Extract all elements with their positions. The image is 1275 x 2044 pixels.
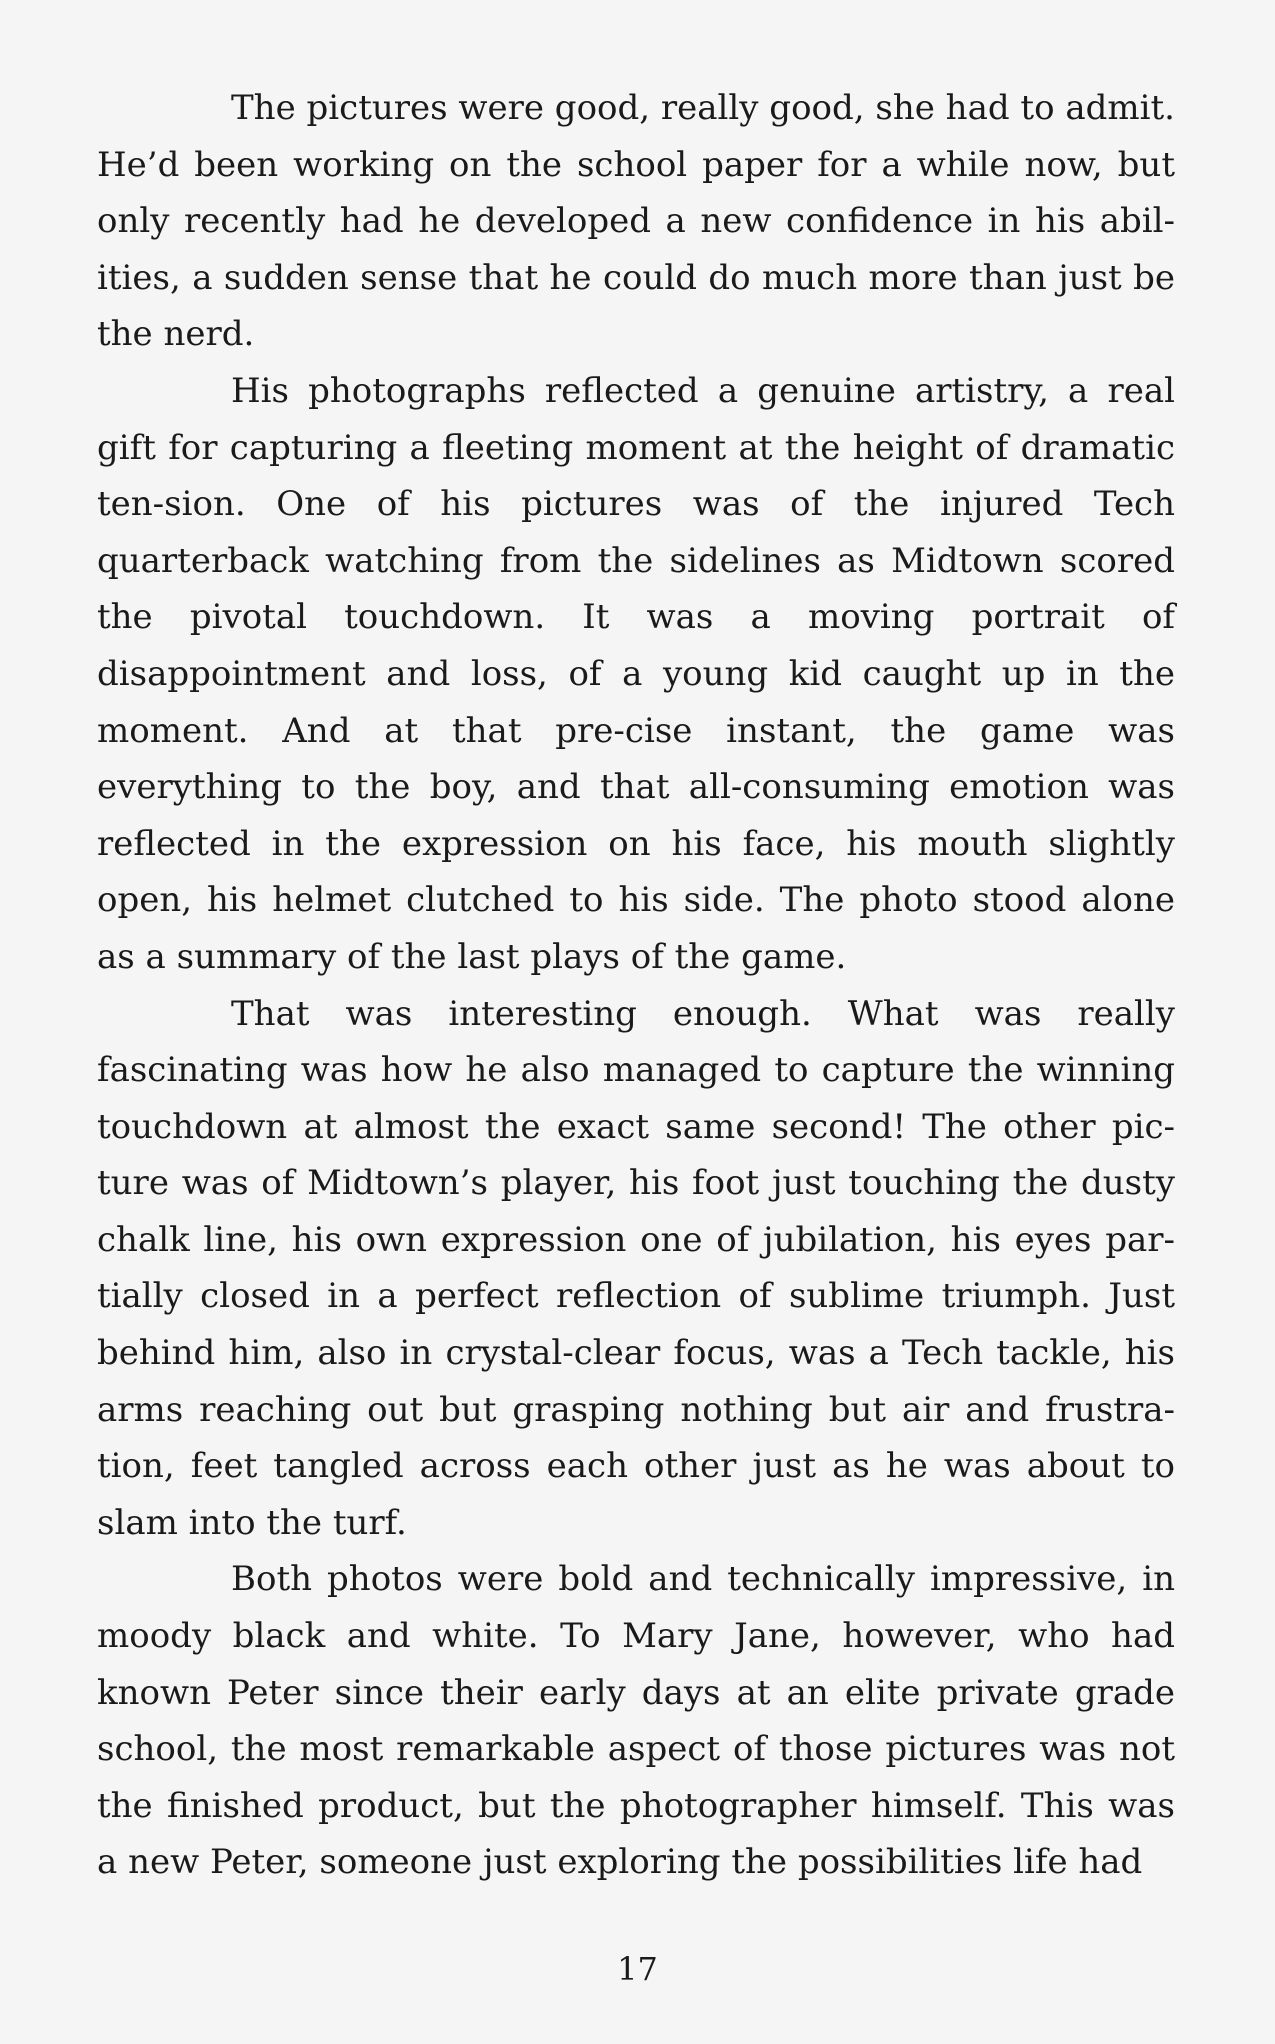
- paragraph-3: That was interesting enough. What was really fascinating was how he also managed to capture the winning touchdown at almost the exact same second! The other pic-ture was of Midtown’s player, his foot just touching the dusty chalk line, his own expression one of jubilation, his eyes par-tially closed in a perfect reflection of sublime triumph. Just behind him, also in crystal-clear focus, was a Tech tackle, his arms reaching out but grasping nothing but air and frustra-tion, feet tangled across each other just as he was about to slam into the turf.: [97, 993, 1175, 1543]
- paragraph-1: The pictures were good, really good, she had to admit. He’d been working on the school paper for a while now, but only recently had he developed a new confidence in his abil-ities, a sudden sense that he could do much more than just be the nerd.: [97, 88, 1175, 355]
- paragraph-4: Both photos were bold and technically impressive, in moody black and white. To Mary Jane, however, who had known Peter since their early days at an elite private grade school, the most remarkable aspect of those pictures was not the finished product, but the photographer himself. This was a new Peter, someone just exploring the possibilities life had: [97, 1559, 1175, 1883]
- body-text: [97, 80, 1175, 1891]
- page-number: 17: [617, 1950, 658, 1988]
- paragraph-2: His photographs reflected a genuine artistry, a real gift for capturing a fleeting moment at the height of dramatic ten-sion. One of his pictures was of the injured Tech quarterback watching from the sidelines as Midtown scored the pivotal touchdown. It was a moving portrait of disappointment and loss, of a young kid caught up in the moment. And at that pre-cise instant, the game was everything to the boy, and that all-consuming emotion was reflected in the expression on his face, his mouth slightly open, his helmet clutched to his side. The photo stood alone as a summary of the last plays of the game.: [97, 370, 1175, 977]
